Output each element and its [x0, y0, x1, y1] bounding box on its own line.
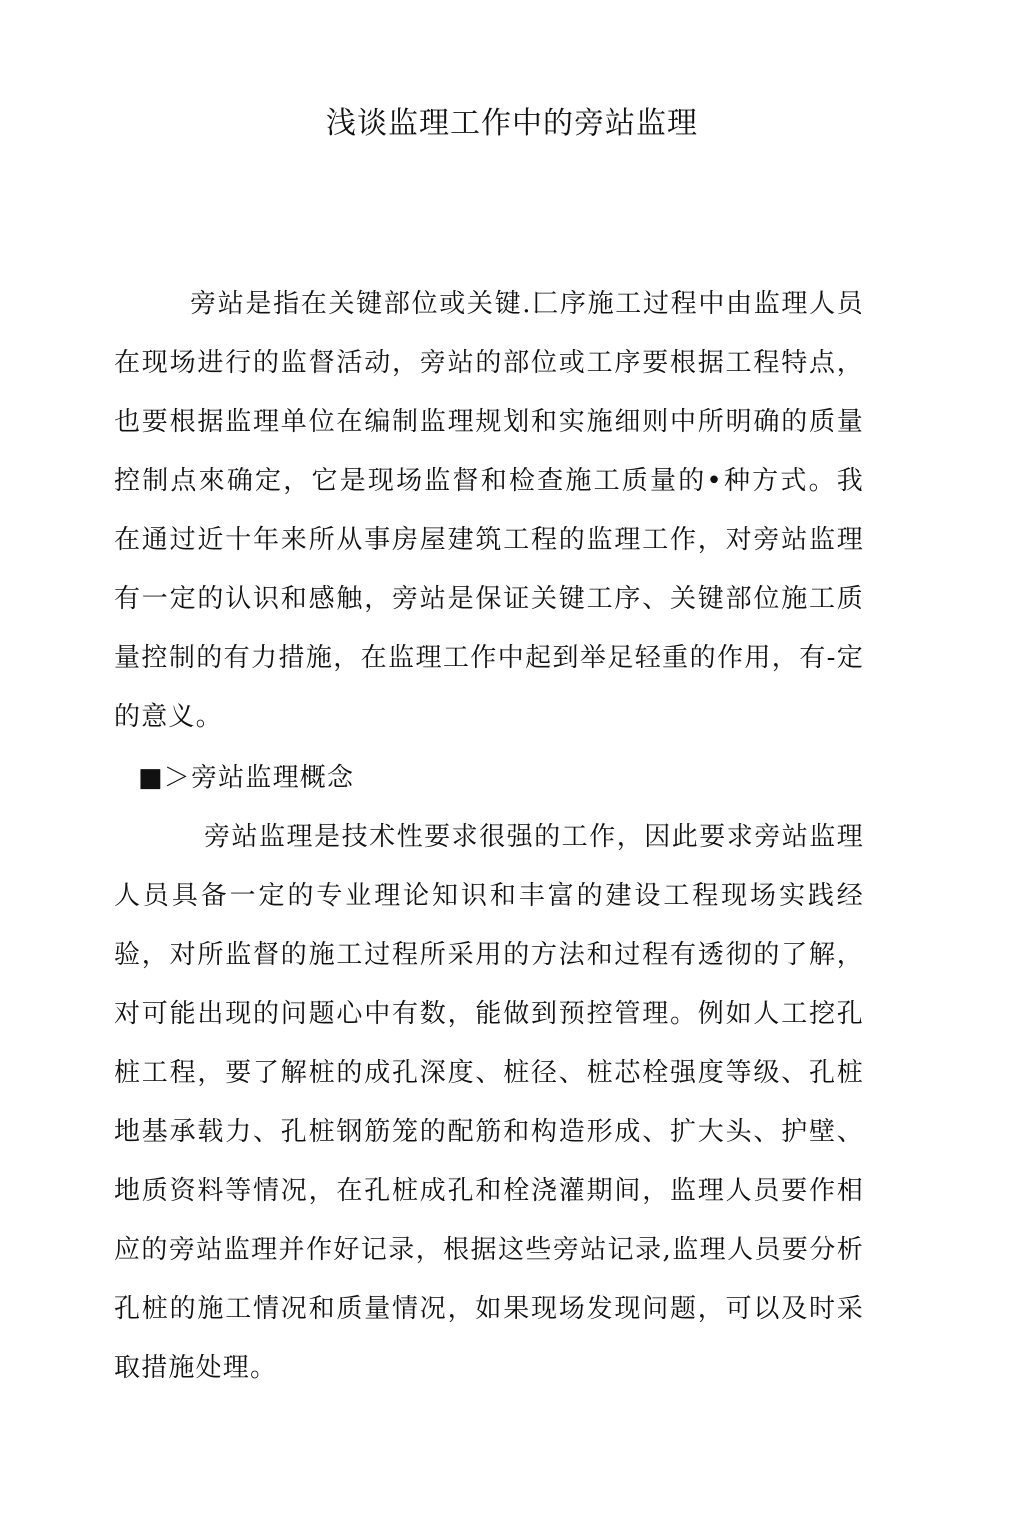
- concept-paragraph: 旁站监理是技术性要求很强的工作，因此要求旁站监理人员具备一定的专业理论知识和丰富的建设工程现场实践经验，对所监督的施工过程所采用的方法和过程有透彻的了解，对可能出现的问题心中有数，能做到预控管理。例如人工挖孔桩工程，要了解桩的成孔深度、桩径、桩芯栓强度等级、孔桩地基承载力、孔桩钢筋笼的配筋和构造形成、扩大头、护壁、地质资料等情况，在孔桩成孔和栓浇灌期间，监理人员要作相应的旁站监理并作好记录，根据这些旁站记录,监理人员要分析孔桩的施工情况和质量情况，如果现场发现问题，可以及时采取措施处理。: [114, 822, 864, 1383]
- page-title: 浅谈监理工作中的旁站监理: [326, 106, 698, 141]
- section-heading: ■＞旁站监理概念: [138, 763, 355, 793]
- intro-paragraph: 旁站是指在关键部位或关键.匚序施工过程中由监理人员在现场进行的监督活动，旁站的部位或工序要根据工程特点，也要根据监理单位在编制监理规划和实施细则中所明确的质量控制点來确定，它是现场监督和检查施工质量的•种方式。我在通过近十年来所从事房屋建筑工程的监理工作，对旁站监理有一定的认识和感触，旁站是保证关键工序、关键部位施工质量控制的有力措施，在监理工作中起到举足轻重的作用，有-定的意义。: [114, 289, 864, 732]
